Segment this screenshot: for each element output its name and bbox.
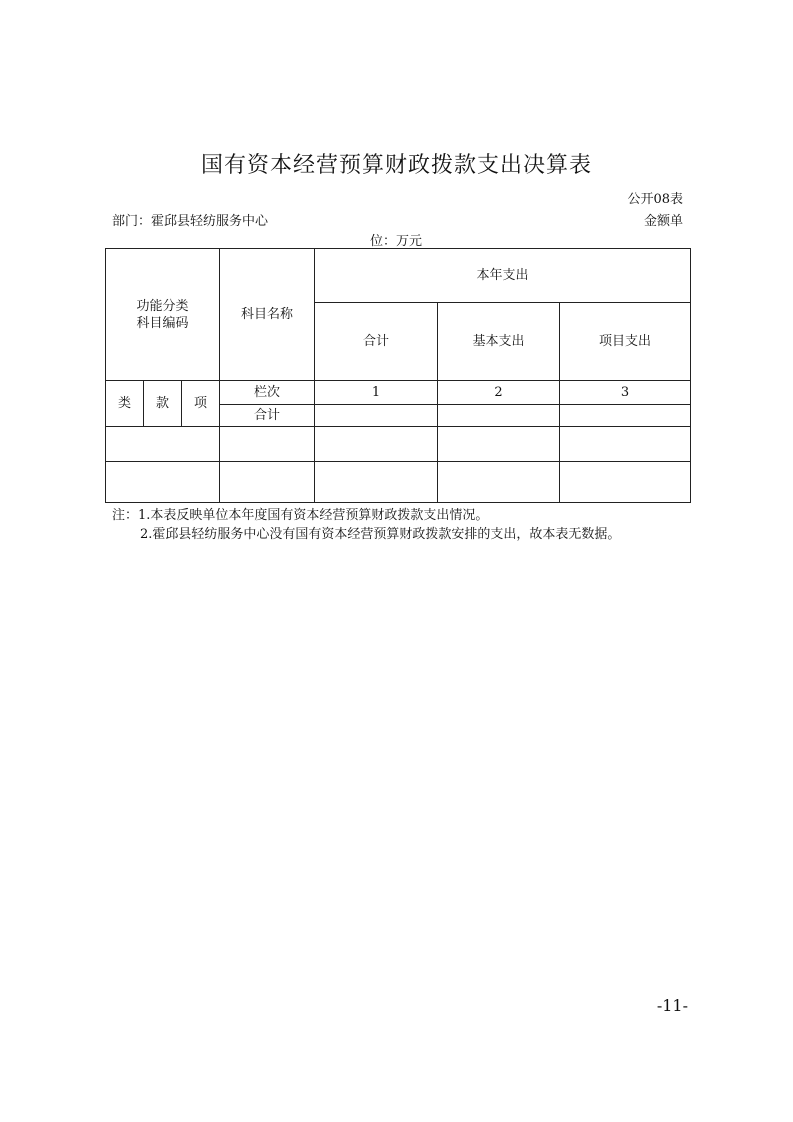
table-cell: [106, 427, 220, 462]
note-line-1: 注：1.本表反映单位本年度国有资本经营预算财政拨款支出情况。: [112, 508, 489, 523]
notes: [112, 506, 620, 544]
project-expense-header: 项目支出: [560, 303, 691, 381]
year-expense-header: 本年支出: [315, 249, 691, 303]
unit-label-part2: 位：万元: [370, 234, 423, 249]
lanci-label: 栏次: [220, 381, 315, 405]
table-cell: [220, 427, 315, 462]
table-cell: [560, 427, 691, 462]
expense-table: [105, 248, 691, 503]
table-row: [106, 427, 691, 462]
lei-header: 类: [106, 381, 144, 427]
table-cell: [438, 427, 560, 462]
table-cell: [560, 405, 691, 427]
unit-label-part1: 金额单: [643, 214, 683, 229]
table-header-row-1: [106, 249, 691, 303]
table-cell: [438, 405, 560, 427]
table-cell: [315, 462, 438, 503]
total-header: 合计: [315, 303, 438, 381]
xiang-header: 项: [182, 381, 220, 427]
row-total-label: 合计: [220, 405, 315, 427]
table-cell: [560, 462, 691, 503]
col-number-2: 2: [438, 381, 560, 405]
table-row: [106, 462, 691, 503]
subject-name-header: 科目名称: [220, 249, 315, 381]
kuan-header: 款: [144, 381, 182, 427]
table-cell: [315, 427, 438, 462]
table-cell: [220, 462, 315, 503]
department-label: 部门：霍邱县轻纺服务中心: [112, 214, 269, 229]
func-class-line1: 功能分类: [136, 298, 189, 314]
col-number-3: 3: [560, 381, 691, 405]
func-class-line2: 科目编码: [136, 315, 189, 331]
note-line-2: 2.霍邱县轻纺服务中心没有国有资本经营预算财政拨款安排的支出，故本表无数据。: [140, 527, 621, 542]
table-cell: [315, 405, 438, 427]
form-number: 公开08表: [627, 192, 683, 207]
table-row-lanci: [106, 381, 691, 405]
page-number: -11-: [656, 996, 688, 1015]
func-class-header: [106, 249, 220, 381]
page-title: 国有资本经营预算财政拨款支出决算表: [200, 153, 592, 178]
table-cell: [438, 462, 560, 503]
basic-expense-header: 基本支出: [438, 303, 560, 381]
table-cell: [106, 462, 220, 503]
col-number-1: 1: [315, 381, 438, 405]
